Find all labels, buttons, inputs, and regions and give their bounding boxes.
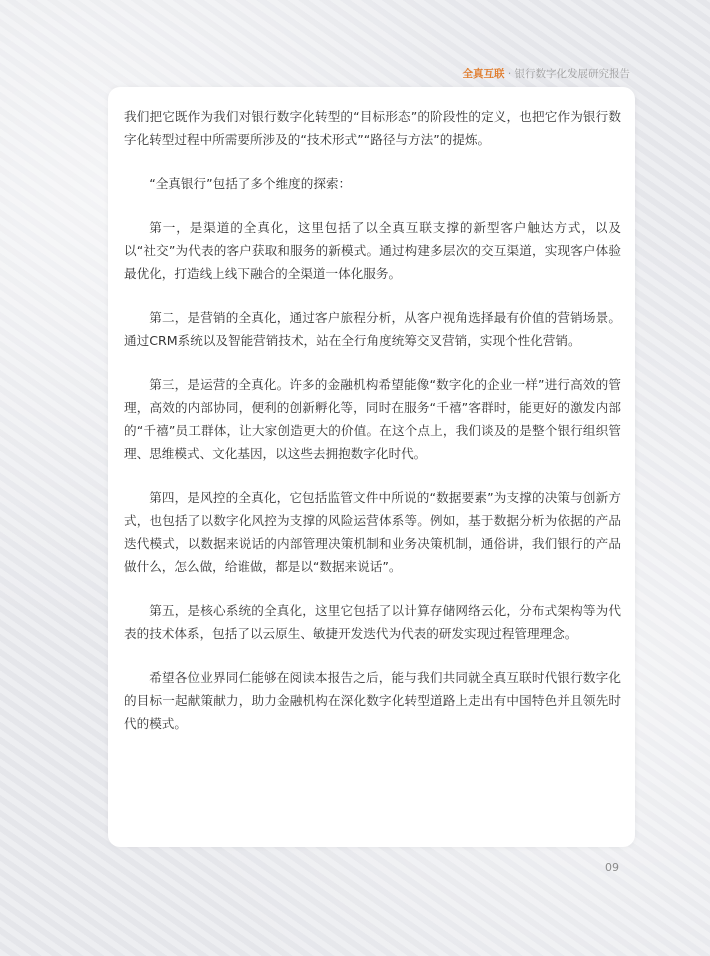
paragraph-channel: 第一，是渠道的全真化，这里包括了以全真互联支撑的新型客户触达方式，以及以“社交”为代表的客户获取和服务的新模式。通过构建多层次的交互渠道，实现客户体验最优化，打造线上线下融合的全渠道一体化服务。: [124, 220, 621, 281]
page-number: 09: [605, 861, 619, 874]
paragraph-dimensions: “全真银行”包括了多个维度的探索：: [149, 176, 352, 191]
paragraph-core-system: 第五，是核心系统的全真化，这里它包括了以计算存储网络云化，分布式架构等为代表的技术体系，包括了以云原生、敏捷开发迭代为代表的研发实现过程管理理念。: [124, 603, 621, 641]
paragraph-risk-control: 第四，是风控的全真化，它包括监管文件中所说的“数据要素”为支撑的决策与创新方式，也包括了以数字化风控为支撑的风险运营体系等。例如，基于数据分析为依据的产品迭代模式，以数据来说话的内部管理决策机制和业务决策机制，通俗讲，我们银行的产品做什么，怎么做，给谁做，都是以“数据来说话”。: [124, 490, 621, 574]
header-brand: 全真互联: [462, 68, 505, 80]
content-card: [108, 87, 635, 847]
header-subtitle: 银行数字化发展研究报告: [514, 68, 630, 80]
header-separator: ·: [507, 68, 512, 80]
paragraph-operation: 第三，是运营的全真化。许多的金融机构希望能像“数字化的企业一样”进行高效的管理，高效的内部协同，便利的创新孵化等，同时在服务“千禧”客群时，能更好的激发内部的“千禧”员工群体，让大家创造更大的价值。在这个点上，我们谈及的是整个银行组织管理、思维模式、文化基因，以这些去拥抱数字化时代。: [124, 377, 621, 461]
paragraph-marketing: 第二，是营销的全真化，通过客户旅程分析，从客户视角选择最有价值的营销场景。通过CRM系统以及智能营销技术，站在全行角度统筹交叉营销，实现个性化营销。: [124, 310, 621, 348]
paragraph-closing: 希望各位业界同仁能够在阅读本报告之后，能与我们共同就全真互联时代银行数字化的目标一起献策献力，助力金融机构在深化数字化转型道路上走出有中国特色并且领先时代的模式。: [124, 670, 621, 731]
running-header: [462, 66, 630, 81]
paragraph-intro: 我们把它既作为我们对银行数字化转型的“目标形态”的阶段性的定义，也把它作为银行数字化转型过程中所需要所涉及的“技术形式”“路径与方法”的提炼。: [124, 109, 621, 147]
body-text: [124, 105, 621, 756]
